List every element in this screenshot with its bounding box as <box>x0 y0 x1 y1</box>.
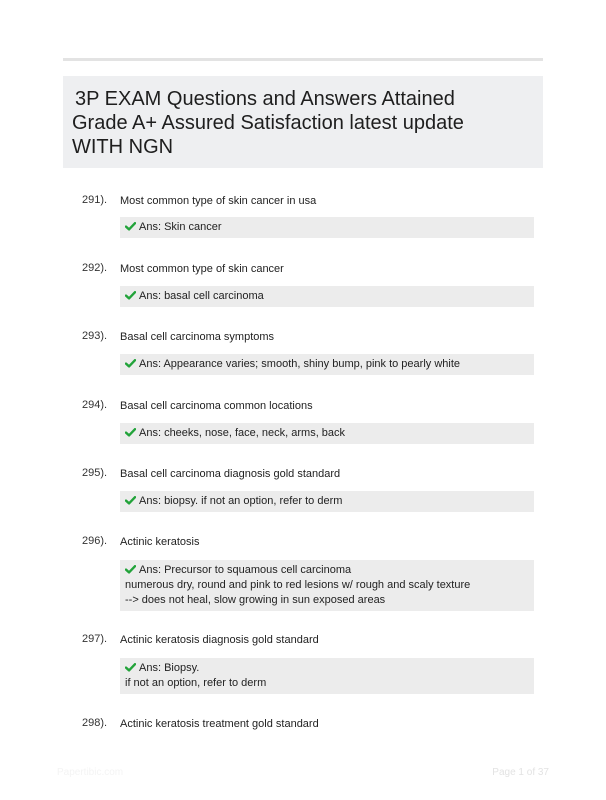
check-icon <box>125 359 136 368</box>
question-text: Basal cell carcinoma diagnosis gold standard <box>120 468 341 480</box>
answer-box <box>120 658 534 694</box>
document-title-line-3: WITH NGN <box>72 136 174 158</box>
answer-box <box>120 423 534 444</box>
question-text: Actinic keratosis treatment gold standard <box>120 718 319 730</box>
question-number: 291). <box>82 194 108 206</box>
answer-text: Ans: basal cell carcinoma <box>139 290 264 302</box>
answer-text: Ans: biopsy. if not an option, refer to derm <box>139 495 343 507</box>
document-title-line-2: Grade A+ Assured Satisfaction latest update <box>72 112 464 134</box>
answer-box <box>120 217 534 238</box>
answer-box <box>120 560 534 611</box>
answer-text: Ans: cheeks, nose, face, neck, arms, back <box>139 427 346 439</box>
check-icon <box>125 222 136 231</box>
question-number: 297). <box>82 633 108 645</box>
answer-box <box>120 491 534 512</box>
answer-text: if not an option, refer to derm <box>125 677 267 689</box>
question-number: 298). <box>82 717 108 729</box>
question-number: 295). <box>82 467 108 479</box>
answer-text: Ans: Appearance varies; smooth, shiny bump, pink to pearly white <box>139 358 461 370</box>
question-text: Actinic keratosis <box>120 536 200 548</box>
document-title-box <box>63 76 543 168</box>
question-number: 294). <box>82 399 108 411</box>
top-divider <box>63 58 543 61</box>
question-text: Most common type of skin cancer <box>120 263 284 275</box>
question-number: 292). <box>82 262 108 274</box>
footer-watermark: Papertibic.com <box>57 767 124 778</box>
check-icon <box>125 428 136 437</box>
question-text: Actinic keratosis diagnosis gold standard <box>120 634 319 646</box>
question-number: 296). <box>82 535 108 547</box>
document-title-line-1: 3P EXAM Questions and Answers Attained <box>75 88 455 110</box>
answer-box <box>120 354 534 375</box>
answer-text: --> does not heal, slow growing in sun exposed areas <box>125 594 386 606</box>
check-icon <box>125 565 136 574</box>
check-icon <box>125 496 136 505</box>
answer-text: Ans: Skin cancer <box>139 221 222 233</box>
check-icon <box>125 663 136 672</box>
answer-text: numerous dry, round and pink to red lesions w/ rough and scaly texture <box>125 579 471 591</box>
question-text: Basal cell carcinoma common locations <box>120 400 313 412</box>
page-number: Page 1 of 37 <box>492 767 549 778</box>
question-text: Most common type of skin cancer in usa <box>120 195 317 207</box>
question-text: Basal cell carcinoma symptoms <box>120 331 275 343</box>
check-icon <box>125 291 136 300</box>
question-number: 293). <box>82 330 108 342</box>
answer-text: Ans: Biopsy. <box>139 662 200 674</box>
answer-text: Ans: Precursor to squamous cell carcinoma <box>139 564 352 576</box>
answer-box <box>120 286 534 307</box>
